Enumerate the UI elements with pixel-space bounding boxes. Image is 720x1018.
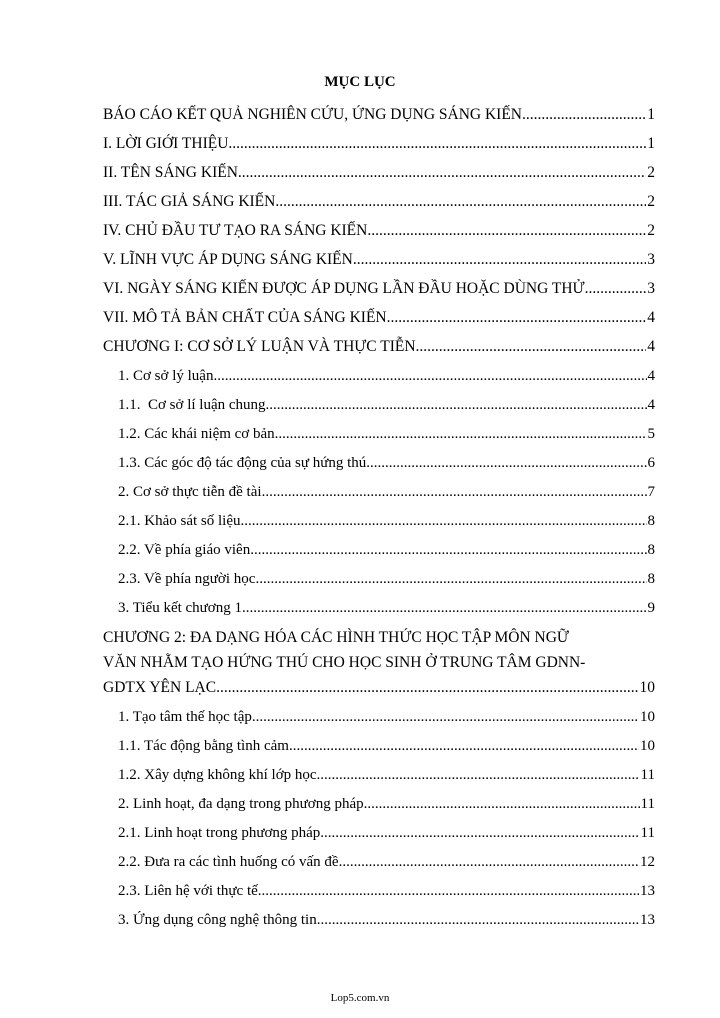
- dot-leader: [320, 823, 639, 843]
- toc-entry-label: VI. NGÀY SÁNG KIẾN ĐƯỢC ÁP DỤNG LẦN ĐẦU HOẶC DÙNG THỬ: [103, 280, 585, 297]
- dot-leader: [275, 192, 646, 212]
- dot-leader: [255, 569, 646, 589]
- toc-entry[interactable]: [103, 391, 655, 420]
- toc-page-number: 11: [640, 796, 655, 812]
- toc-entry[interactable]: [103, 819, 655, 848]
- toc-page-number: 6: [647, 455, 655, 471]
- toc-entry-label: V. LĨNH VỰC ÁP DỤNG SÁNG KIẾN: [103, 251, 353, 268]
- toc-entry-label: 2.1. Khảo sát số liệu: [118, 513, 241, 529]
- page-footer: Lop5.com.vn: [330, 992, 390, 1004]
- toc-entry-label: 2.1. Linh hoạt trong phương pháp: [118, 825, 321, 841]
- toc-page-number: 2: [647, 164, 655, 181]
- dot-leader: [317, 765, 640, 785]
- toc-entry[interactable]: [103, 246, 655, 275]
- toc-entry-label: 2.2. Đưa ra các tình huống có vấn đề: [118, 854, 339, 870]
- toc-entry[interactable]: [103, 130, 655, 159]
- page-title: MỤC LỤC: [324, 74, 396, 90]
- toc-entry-label-line: GDTX YÊN LẠC: [103, 679, 217, 696]
- toc-entry-label: 2. Linh hoạt, đa dạng trong phương pháp: [118, 796, 364, 812]
- toc-entry[interactable]: [103, 565, 655, 594]
- toc-page-number: 13: [640, 912, 655, 928]
- toc-entry[interactable]: [103, 333, 655, 362]
- toc-page-number: 12: [640, 854, 655, 870]
- toc-entry-label: 2. Cơ sở thực tiễn đề tài: [118, 484, 262, 500]
- toc-entry[interactable]: [103, 304, 655, 333]
- toc-entry[interactable]: [103, 536, 655, 565]
- toc-page-number: 1: [647, 135, 655, 152]
- dot-leader: [252, 707, 639, 727]
- toc-page-number: 4: [647, 309, 655, 326]
- toc-entry-label: III. TÁC GIẢ SÁNG KIẾN: [103, 193, 276, 210]
- dot-leader: [228, 134, 646, 154]
- toc-entry-label: I. LỜI GIỚI THIỆU: [103, 135, 229, 152]
- dot-leader: [213, 366, 646, 386]
- toc-entry[interactable]: [103, 790, 655, 819]
- dot-leader: [387, 308, 647, 328]
- toc-entry-label: BÁO CÁO KẾT QUẢ NGHIÊN CỨU, ỨNG DỤNG SÁNG KIẾN: [103, 106, 522, 123]
- toc-entry-label-line: VĂN NHẰM TẠO HỨNG THÚ CHO HỌC SINH Ở TRUNG TÂM GDNN-: [103, 654, 586, 671]
- dot-leader: [364, 794, 640, 814]
- dot-leader: [289, 736, 639, 756]
- toc-entry-label: 2.2. Về phía giáo viên: [118, 542, 251, 558]
- toc-page-number: 1: [647, 106, 655, 123]
- toc-entry-label: II. TÊN SÁNG KIẾN: [103, 164, 238, 181]
- toc-page-number: 3: [647, 280, 655, 297]
- toc-entry[interactable]: [103, 275, 655, 304]
- toc-page-number: 8: [647, 542, 655, 558]
- toc-page-number: 10: [640, 738, 655, 754]
- dot-leader: [240, 511, 646, 531]
- toc-entry-label: 2.3. Liên hệ với thực tế: [118, 883, 258, 899]
- toc-entry[interactable]: [103, 188, 655, 217]
- toc-entry-label-line: CHƯƠNG 2: ĐA DẠNG HÓA CÁC HÌNH THỨC HỌC TẬP MÔN NGỮ: [103, 629, 569, 646]
- toc-page-number: 2: [647, 193, 655, 210]
- dot-leader: [238, 163, 646, 183]
- toc-entry-label: 1.1. Cơ sở lí luận chung: [118, 397, 266, 413]
- toc-entry[interactable]: [103, 906, 655, 935]
- toc-page-number: 9: [647, 600, 655, 616]
- dot-leader: [216, 678, 638, 698]
- toc-page-number: 2: [647, 222, 655, 239]
- toc-entry-label: 1.1. Tác động bằng tình cảm: [118, 738, 289, 754]
- dot-leader: [258, 881, 639, 901]
- toc-page-number: 4: [647, 368, 655, 384]
- toc-page-number: 11: [640, 767, 655, 783]
- toc-entry-chapter-2[interactable]: [103, 623, 655, 703]
- toc-entry-label: 3. Tiểu kết chương 1: [118, 600, 242, 616]
- toc-page-number: 8: [647, 571, 655, 587]
- dot-leader: [339, 852, 639, 872]
- dot-leader: [367, 221, 646, 241]
- toc-entry[interactable]: [103, 159, 655, 188]
- toc-page-number: 11: [640, 825, 655, 841]
- toc-page-number: 5: [647, 426, 655, 442]
- toc-entry[interactable]: [103, 101, 655, 130]
- toc-entry-label: 3. Ứng dụng công nghệ thông tin: [118, 912, 317, 928]
- toc-page-number: 10: [639, 679, 655, 696]
- toc-entry[interactable]: [103, 507, 655, 536]
- dot-leader: [366, 453, 646, 473]
- toc-entry-label: IV. CHỦ ĐẦU TƯ TẠO RA SÁNG KIẾN: [103, 222, 368, 239]
- dot-leader: [317, 910, 639, 930]
- toc-page-number: 7: [647, 484, 655, 500]
- table-of-contents: [103, 101, 655, 935]
- toc-entry-label: 1.2. Xây dựng không khí lớp học: [118, 767, 317, 783]
- toc-page-number: 8: [647, 513, 655, 529]
- toc-page-number: 13: [640, 883, 655, 899]
- dot-leader: [250, 540, 646, 560]
- dot-leader: [242, 598, 647, 618]
- dot-leader: [266, 395, 647, 415]
- dot-leader: [522, 105, 646, 125]
- dot-leader: [585, 279, 647, 299]
- toc-page-number: 10: [640, 709, 655, 725]
- toc-entry[interactable]: [103, 362, 655, 391]
- toc-entry[interactable]: [103, 420, 655, 449]
- toc-entry-label: 1.2. Các khái niệm cơ bản: [118, 426, 275, 442]
- dot-leader: [275, 424, 647, 444]
- toc-entry-label: 1. Cơ sở lý luận: [118, 368, 214, 384]
- dot-leader: [262, 482, 647, 502]
- toc-entry[interactable]: [103, 449, 655, 478]
- toc-page-number: 3: [647, 251, 655, 268]
- toc-entry-label: VII. MÔ TẢ BẢN CHẤT CỦA SÁNG KIẾN: [103, 309, 387, 326]
- toc-entry-label: 2.3. Về phía người học: [118, 571, 256, 587]
- toc-page-number: 4: [647, 338, 655, 355]
- toc-entry[interactable]: [103, 877, 655, 906]
- toc-entry-label: CHƯƠNG I: CƠ SỞ LÝ LUẬN VÀ THỰC TIỄN: [103, 338, 416, 355]
- dot-leader: [416, 337, 647, 357]
- toc-page-number: 4: [647, 397, 655, 413]
- toc-entry[interactable]: [103, 761, 655, 790]
- toc-entry[interactable]: [103, 217, 655, 246]
- toc-entry-label: 1.3. Các góc độ tác động của sự hứng thú: [118, 455, 367, 471]
- toc-entry[interactable]: [103, 594, 655, 623]
- toc-entry-label: 1. Tạo tâm thế học tập: [118, 709, 252, 725]
- toc-entry[interactable]: [103, 732, 655, 761]
- dot-leader: [353, 250, 646, 270]
- toc-entry[interactable]: [103, 703, 655, 732]
- toc-entry[interactable]: [103, 478, 655, 507]
- toc-entry[interactable]: [103, 848, 655, 877]
